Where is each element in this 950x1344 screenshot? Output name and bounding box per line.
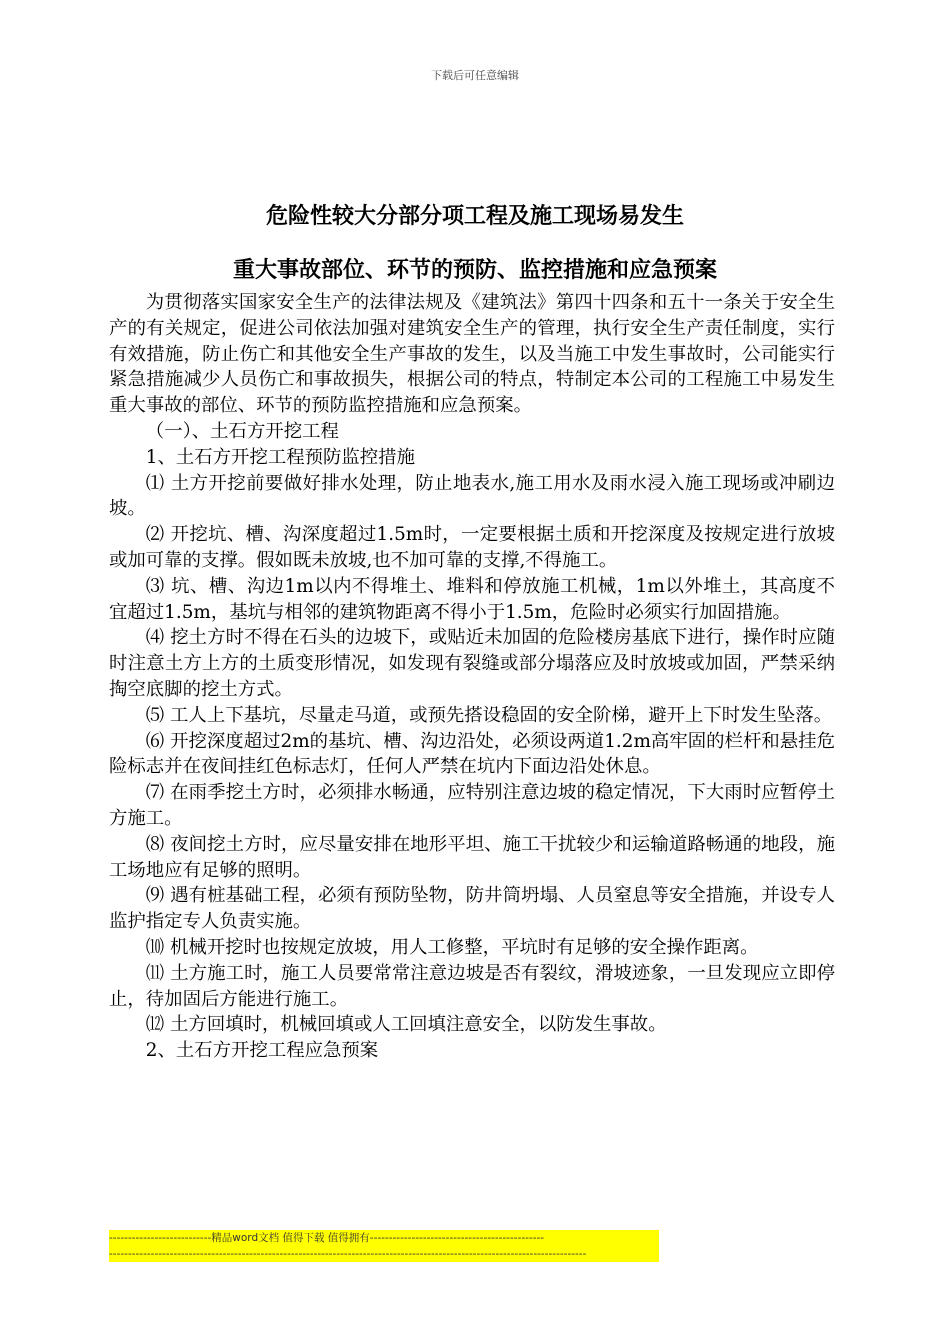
list-item: ⑴ 土方开挖前要做好排水处理，防止地表水,施工用水及雨水浸入施工现场或冲刷边坡。 [109, 472, 835, 520]
footer-line-2: ------------------------------------------------------------------------------------------------------------------------------ [109, 1248, 587, 1260]
subsection-heading: 2、土石方开挖工程应急预案 [145, 1040, 379, 1062]
list-item: ⑿ 土方回填时，机械回填或人工回填注意安全，以防发生事故。 [145, 1014, 667, 1036]
list-item: ⑼ 遇有桩基础工程，必须有预防坠物，防井筒坍塌、人员窒息等安全措施，并设专人监护指定专人负责实施。 [109, 885, 835, 933]
page-header: 下载后可任意编辑 [431, 69, 519, 82]
document-body [109, 290, 835, 1064]
list-item: ⑺ 在雨季挖土方时，必须排水畅通，应特别注意边坡的稳定情况，下大雨时应暂停土方施工。 [109, 782, 835, 829]
list-item: ⑶ 坑、槽、沟边1m以内不得堆土、堆料和停放施工机械，1m以外堆土，其高度不宜超过1.5m，基坑与相邻的建筑物距离不得小于1.5m，危险时必须实行加固措施。 [109, 575, 835, 623]
list-item: ⑻ 夜间挖土方时，应尽量安排在地形平坦、施工干扰较少和运输道路畅通的地段，施工场地应有足够的照明。 [109, 833, 835, 881]
list-item: ⑾ 土方施工时，施工人员要常常注意边坡是否有裂纹，滑坡迹象，一旦发现应立即停止，待加固后方能进行施工。 [109, 962, 835, 1010]
intro-paragraph: 为贯彻落实国家安全生产的法律法规及《建筑法》第四十四条和五十一条关于安全生产的有关规定，促进公司依法加强对建筑安全生产的管理，执行安全生产责任制度，实行有效措施，防止伤亡和其他安全生产事故的发生，以及当施工中发生事故时，公司能实行紧急措施减少人员伤亡和事故损失，根据公司的特点，特制定本公司的工程施工中易发生重大事故的部位、环节的预防监控措施和应急预案。 [109, 292, 835, 417]
list-item: ⑷ 挖土方时不得在石头的边坡下，或贴近未加固的危险楼房基底下进行，操作时应随时注意土方上方的土质变形情况，如发现有裂缝或部分塌落应及时放坡或加固，严禁采纳掏空底脚的挖土方式。 [109, 627, 835, 700]
footer-line-1: ---------------------------精品word文档 值得下载 值得拥有---------------------------------------------- [109, 1232, 545, 1244]
section-heading: （一）、土石方开挖工程 [145, 420, 339, 442]
list-item: ⑸ 工人上下基坑，尽量走马道，或预先搭设稳固的安全阶梯，避开上下时发生坠落。 [145, 704, 833, 726]
list-item: ⑽ 机械开挖时也按规定放坡，用人工修整，平坑时有足够的安全操作距离。 [145, 936, 759, 958]
list-item: ⑹ 开挖深度超过2m的基坑、槽、沟边沿处，必须设两道1.2m高牢固的栏杆和悬挂危险标志并在夜间挂红色标志灯，任何人严禁在坑内下面边沿处休息。 [109, 730, 835, 778]
document-title-line-2: 重大事故部位、环节的预防、监控措施和应急预案 [232, 258, 717, 283]
document-title-line-1: 危险性较大分部分项工程及施工现场易发生 [265, 204, 684, 229]
list-item: ⑵ 开挖坑、槽、沟深度超过1.5m时，一定要根据土质和开挖深度及按规定进行放坡或加可靠的支撑。假如既未放坡,也不加可靠的支撑,不得施工。 [109, 524, 835, 571]
subsection-heading: 1、土石方开挖工程预防监控措施 [145, 446, 415, 468]
footer-banner [109, 1230, 659, 1262]
